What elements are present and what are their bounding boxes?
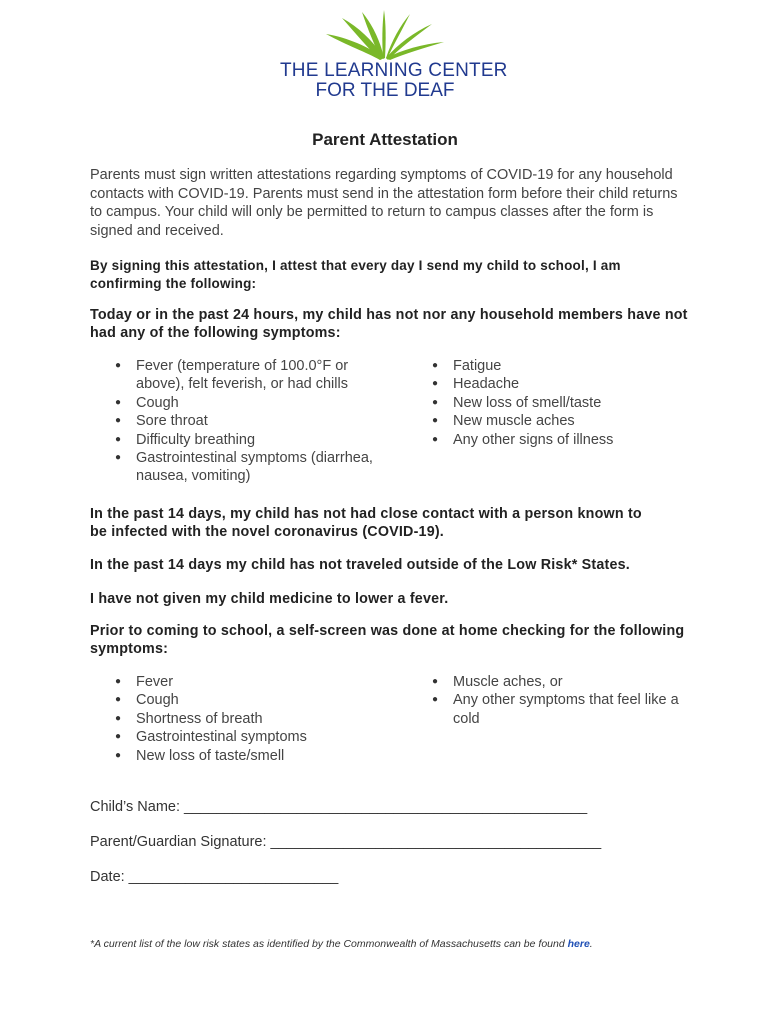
screen-list-right <box>425 673 685 728</box>
list-item: ● Sore throat <box>108 412 378 430</box>
here-link[interactable]: here <box>567 938 590 950</box>
logo-title-line2: FOR THE DEAF <box>315 80 455 101</box>
list-item: ● Any other symptoms that feel like a cold <box>425 691 685 728</box>
screen-heading: Prior to coming to school, a self-screen was done at home checking for the following symptoms: <box>90 623 685 657</box>
footnote-text: *A current list of the low risk states as identified by the Commonwealth of Massachusetts can be found <box>90 938 568 950</box>
list-item: ● Cough <box>108 394 378 412</box>
travel-statement: In the past 14 days my child has not traveled outside of the Low Risk* States. <box>90 557 630 573</box>
list-item: ● Headache <box>425 375 685 393</box>
page-title: Parent Attestation <box>312 130 458 149</box>
list-item: ● Fever (temperature of 100.0°F or above), felt feverish, or had chills <box>108 357 378 394</box>
list-item: ● Gastrointestinal symptoms <box>108 728 378 746</box>
school-logo <box>280 8 508 101</box>
list-item: ● Fever <box>108 673 378 691</box>
list-item: ● Any other signs of illness <box>425 431 685 449</box>
list-item: ● New loss of taste/smell <box>108 747 378 765</box>
intro-paragraph: Parents must sign written attestations regarding symptoms of COVID-19 for any household contacts with COVID-19. Parents must send in the attestation form before their child returns to campus. Your child will only be permitted to return to campus classes after the form is signed and received. <box>90 167 678 239</box>
footnote <box>90 938 593 950</box>
list-item: ● Fatigue <box>425 357 685 375</box>
signature-field[interactable]: Parent/Guardian Signature: _________________________________________ <box>90 834 602 850</box>
footnote-end: . <box>589 938 593 950</box>
list-item: ● Difficulty breathing <box>108 431 378 449</box>
list-item: ● Shortness of breath <box>108 710 378 728</box>
child-name-field[interactable]: Child’s Name: __________________________________________________ <box>90 799 588 815</box>
list-item: ● New muscle aches <box>425 412 685 430</box>
list-item: ● Cough <box>108 691 378 709</box>
list-item: ● Muscle aches, or <box>425 673 685 691</box>
symptoms-list-right <box>425 357 685 449</box>
symptoms-heading: Today or in the past 24 hours, my child has not nor any household members have not had any of the following symptoms: <box>90 307 688 341</box>
logo-title-line1: THE LEARNING CENTER <box>280 60 508 81</box>
date-field[interactable]: Date: __________________________ <box>90 869 339 885</box>
screen-list-left <box>108 673 378 765</box>
contact-statement: In the past 14 days, my child has not had close contact with a person known to be infected with the novel coronavirus (COVID-19). <box>90 506 642 540</box>
sunburst-leaves-icon <box>320 8 450 60</box>
list-item: ● Gastrointestinal symptoms (diarrhea, nausea, vomiting) <box>108 449 378 486</box>
medicine-statement: I have not given my child medicine to lower a fever. <box>90 591 449 607</box>
attest-heading: By signing this attestation, I attest that every day I send my child to school, I am confirming the following: <box>90 258 621 291</box>
symptoms-list-left <box>108 357 378 486</box>
list-item: ● New loss of smell/taste <box>425 394 685 412</box>
